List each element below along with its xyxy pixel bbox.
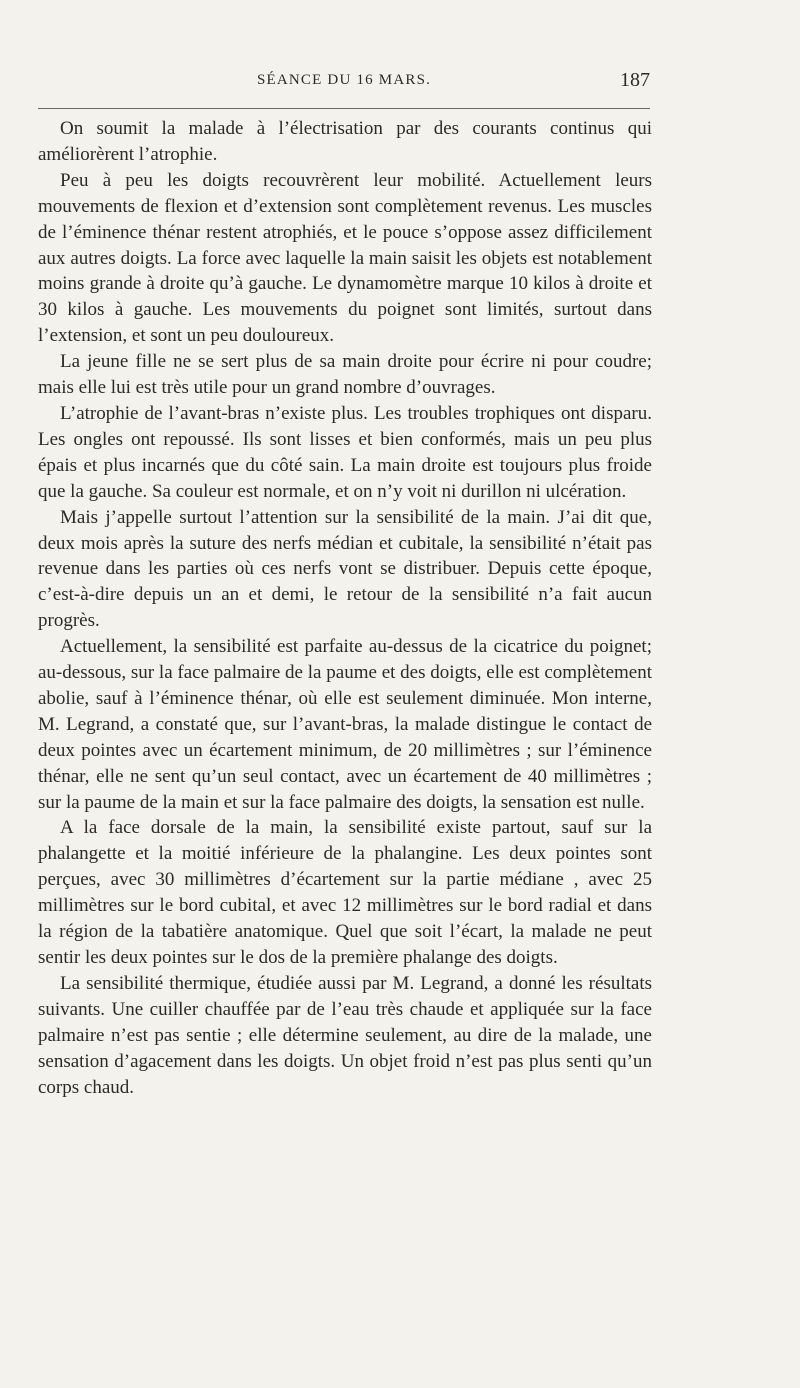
paragraph-mobilite: Peu à peu les doigts recouvrèrent leur mobilité. Actuellement leurs mouvements de flexion et d’extension sont complètement revenus. Les muscles de l’éminence thénar restent atrophiés, et le pouce s’oppose assez difficilement aux autres doigts. La force avec laquelle la main saisit les objets est notablement moins grande à droite qu’à gauche. Le dynamomètre marque 10 kilos à droite et 30 kilos à gauche. Les mouvements du poignet sont limités, surtout dans l’extension, et sont un peu douloureux. <box>38 169 652 347</box>
paragraph-face-dorsale: A la face dorsale de la main, la sensibilité existe partout, sauf sur la phalangette et la moitié inférieure de la phalangine. Les deux pointes sont perçues, avec 30 millimètres d’écartement sur la partie médiane , avec 25 millimètres sur le bord cubital, et avec 12 millimètres sur le bord radial et dans la région de la tabatière anatomique. Quel que soit l’écart, la malade ne peut sentir les deux pointes sur le dos de la première phalange des doigts. <box>38 817 652 968</box>
header-rule <box>38 108 650 109</box>
paragraph-usage-main: La jeune fille ne se sert plus de sa main droite pour écrire ni pour coudre; mais elle lui est très utile pour un grand nombre d’ouvrages. <box>38 351 652 399</box>
paragraph-troubles-trophiques: L’atrophie de l’avant-bras n’existe plus. Les troubles trophiques ont disparu. Les ongles ont repoussé. Ils sont lisses et bien conformés, mais un peu plus épais et plus incarnés que du côté sain. La main droite est toujours plus froide que la gauche. Sa couleur est normale, et on n’y voit ni durillon ni ulcération. <box>38 402 652 502</box>
body-text <box>38 116 652 1100</box>
page-number: 187 <box>620 69 650 91</box>
paragraph-electrisation: On soumit la malade à l’électrisation par des courants continus qui améliorèrent l’atrophie. <box>38 118 652 165</box>
paragraph-sensibilite: Mais j’appelle surtout l’attention sur la sensibilité de la main. J’ai dit que, deux mois après la suture des nerfs médian et cubitale, la sensibilité n’était pas revenue dans les parties où ces nerfs vont se distribuer. Depuis cette époque, c’est-à-dire depuis un an et demi, le retour de la sensibilité n’a fait aucun progrès. <box>38 506 652 632</box>
paragraph-sensibilite-actuelle: Actuellement, la sensibilité est parfaite au-dessus de la cicatrice du poignet; au-dessous, sur la face palmaire de la paume et des doigts, elle est complètement abolie, sauf à l’éminence thénar, où elle est seulement diminuée. Mon interne, M. Legrand, a constaté que, sur l’avant-bras, la malade distingue le contact de deux pointes avec un écartement minimum, de 20 millimètres ; sur l’éminence thénar, elle ne sent qu’un seul contact, avec un écartement de 40 millimètres ; sur la paume de la main et sur la face palmaire des doigts, la sensation est nulle. <box>38 636 652 813</box>
running-title: SÉANCE DU 16 MARS. <box>256 72 432 88</box>
paragraph-sensibilite-thermique: La sensibilité thermique, étudiée aussi par M. Legrand, a donné les résultats suivants. Une cuiller chauffée par de l’eau très chaude et appliquée sur la face palmaire n’est pas sentie ; elle détermine seulement, au dire de la malade, une sensation d’agacement dans les doigts. Un objet froid n’est pas plus senti qu’un corps chaud. <box>38 972 652 1098</box>
running-head <box>38 69 650 102</box>
